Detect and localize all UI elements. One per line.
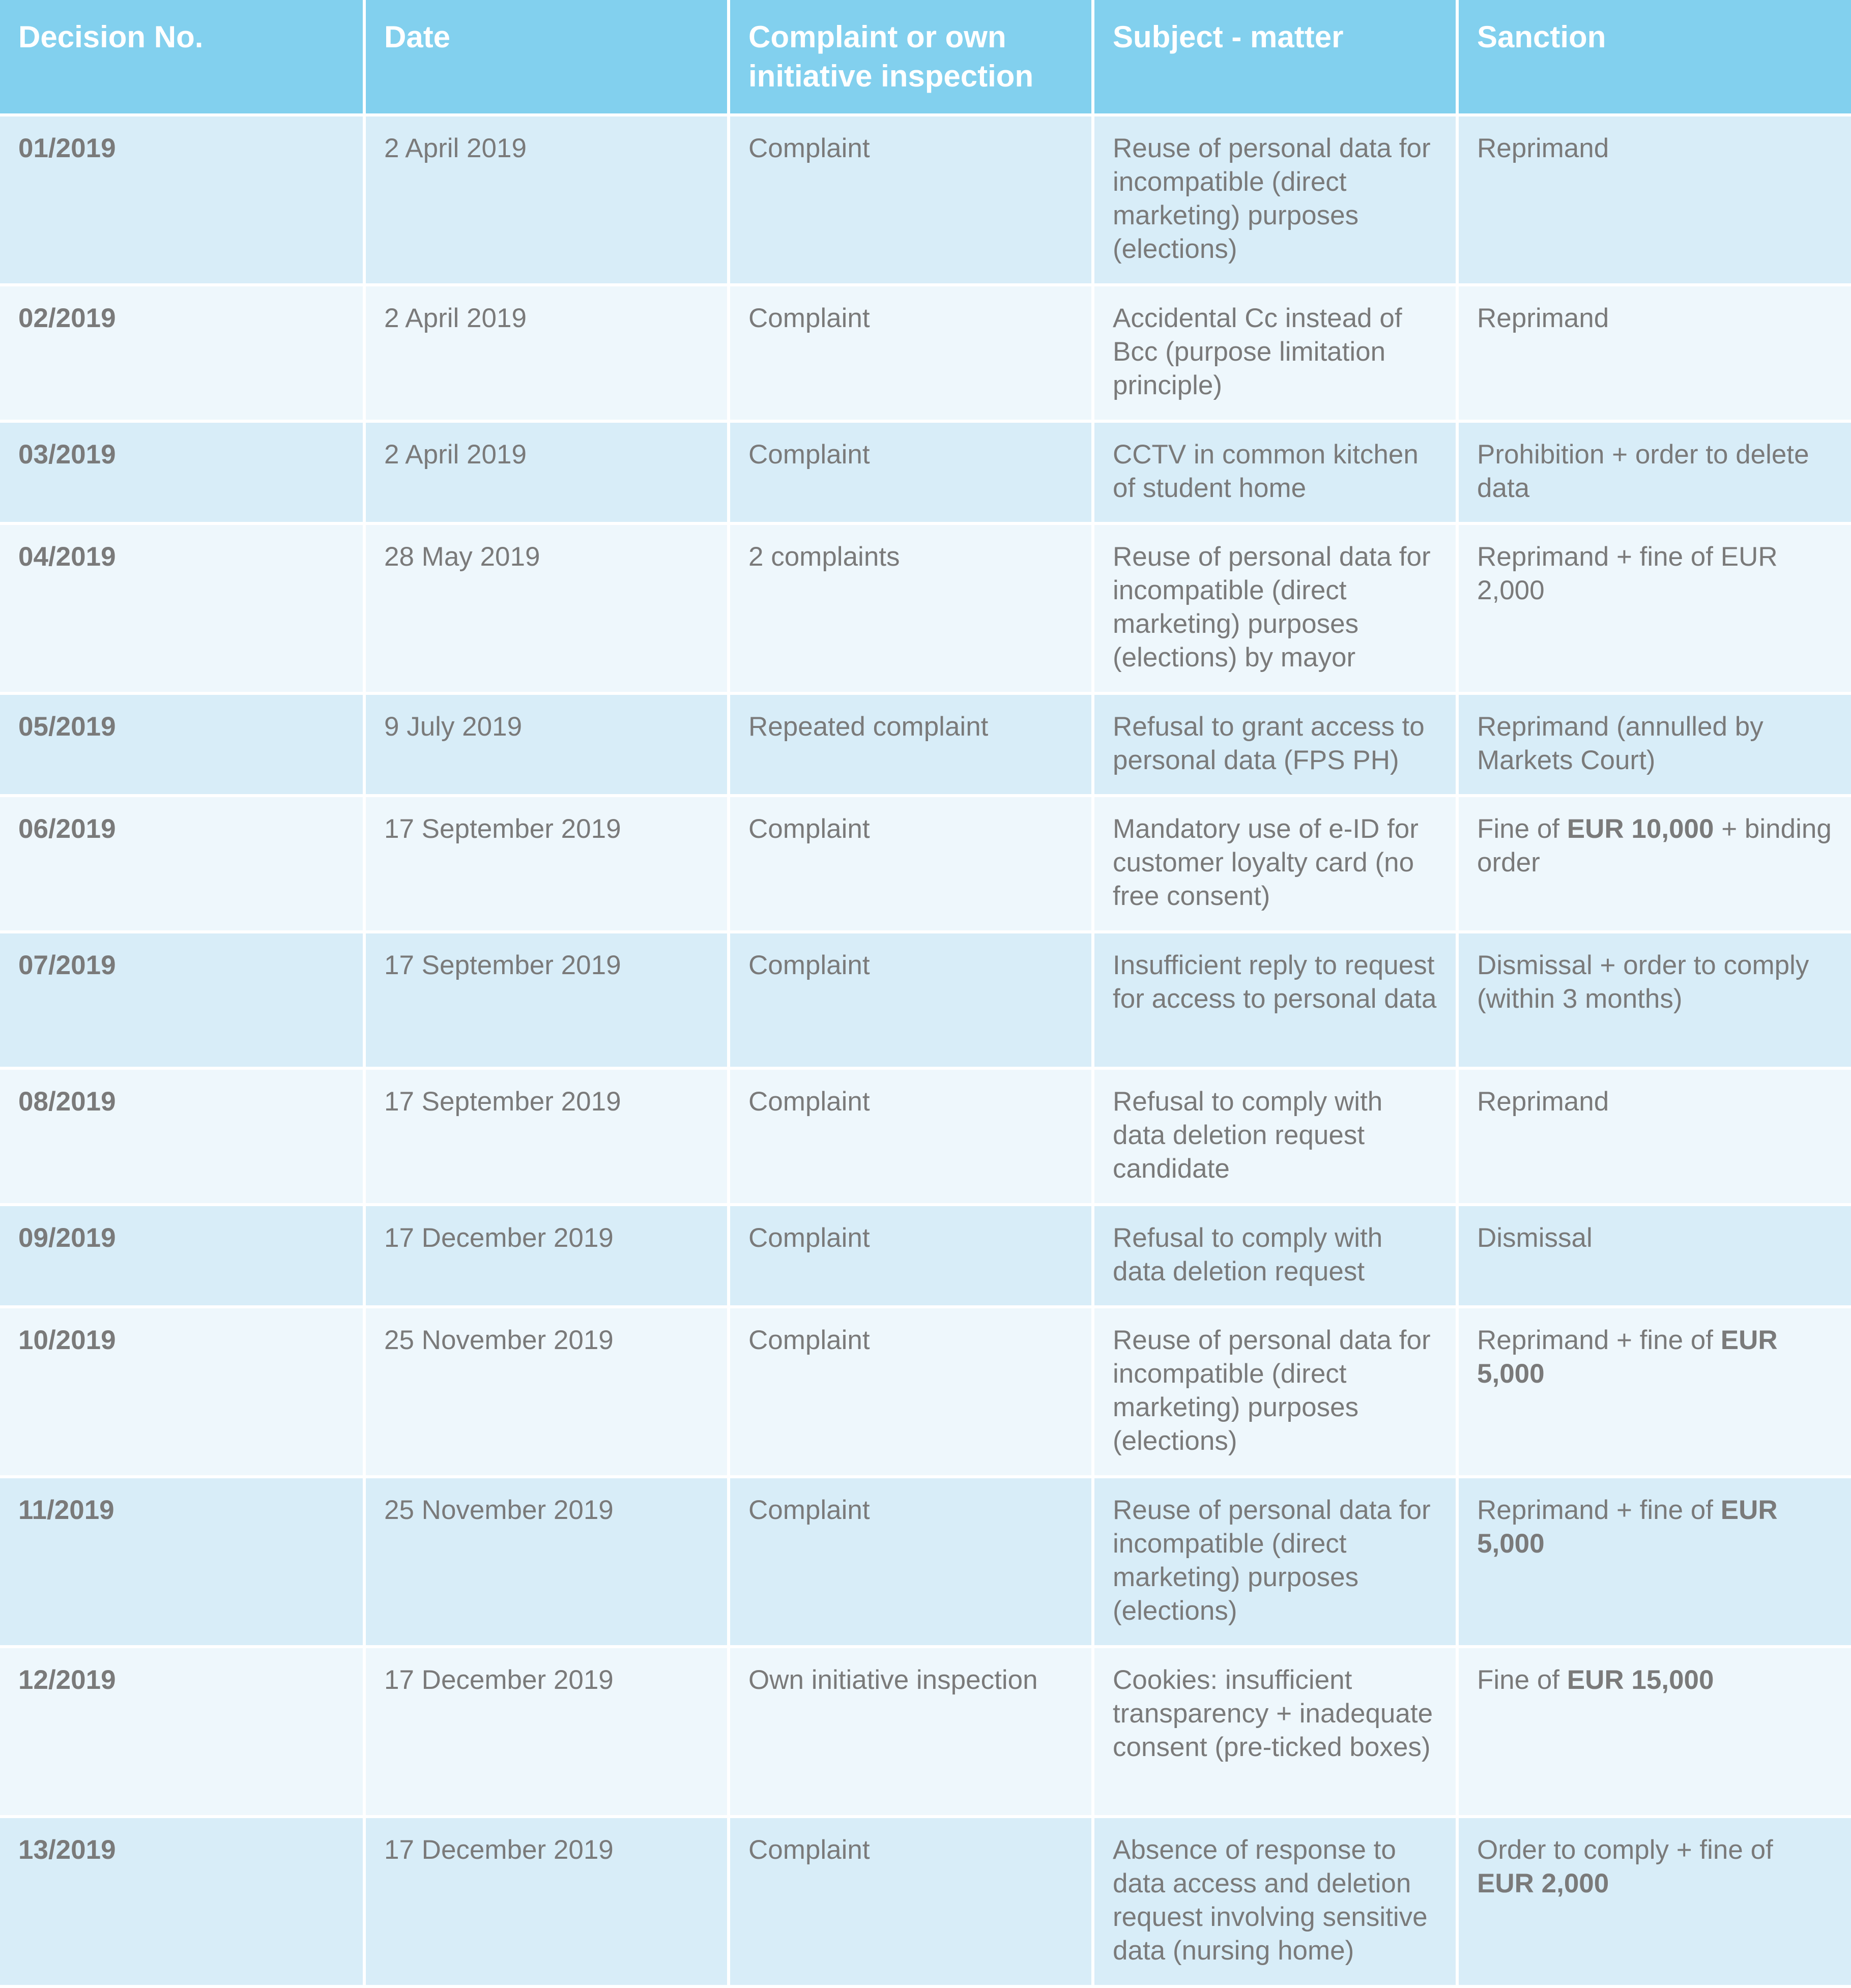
cell-date: 25 November 2019: [364, 1477, 729, 1647]
cell-sanction: [1457, 1647, 1851, 1817]
header-row: [0, 0, 1851, 115]
sanction-text: Reprimand + fine of: [1477, 1325, 1721, 1355]
sanction-text: Fine of: [1477, 814, 1567, 844]
cell-type: Complaint: [729, 796, 1093, 932]
cell-type: Own initiative inspection: [729, 1647, 1093, 1817]
header-complaint-line2: initiative inspection: [748, 59, 1034, 93]
cell-sanction: Reprimand (annulled by Markets Court): [1457, 693, 1851, 796]
cell-decision: 02/2019: [0, 285, 364, 421]
cell-subject: Refusal to comply with data deletion request candidate: [1093, 1068, 1457, 1205]
cell-date: 2 April 2019: [364, 285, 729, 421]
cell-decision: 08/2019: [0, 1068, 364, 1205]
cell-sanction: Reprimand: [1457, 1068, 1851, 1205]
table-row: [0, 115, 1851, 285]
sanction-text: Reprimand + fine of: [1477, 1495, 1721, 1525]
table-row: [0, 1647, 1851, 1817]
cell-decision: 01/2019: [0, 115, 364, 285]
cell-date: 2 April 2019: [364, 421, 729, 523]
cell-date: 17 September 2019: [364, 796, 729, 932]
table-header: [0, 0, 1851, 115]
header-sanction: Sanction: [1457, 0, 1851, 115]
table-row: [0, 796, 1851, 932]
header-date: Date: [364, 0, 729, 115]
sanction-text: Fine of: [1477, 1665, 1567, 1695]
cell-date: 17 September 2019: [364, 1068, 729, 1205]
cell-decision: 07/2019: [0, 932, 364, 1068]
cell-sanction: Prohibition + order to delete data: [1457, 421, 1851, 523]
cell-decision: 09/2019: [0, 1205, 364, 1307]
table-row: [0, 1477, 1851, 1647]
cell-subject: Reuse of personal data for incompatible (direct marketing) purposes (elections): [1093, 1307, 1457, 1477]
table-row: [0, 421, 1851, 523]
table-row: [0, 1068, 1851, 1205]
cell-subject: CCTV in common kitchen of student home: [1093, 421, 1457, 523]
cell-date: 2 April 2019: [364, 115, 729, 285]
cell-type: Complaint: [729, 1817, 1093, 1986]
cell-decision: 12/2019: [0, 1647, 364, 1817]
cell-type: Complaint: [729, 115, 1093, 285]
cell-type: Complaint: [729, 1307, 1093, 1477]
cell-subject: Refusal to grant access to personal data (FPS PH): [1093, 693, 1457, 796]
cell-type: Complaint: [729, 1477, 1093, 1647]
cell-subject: Cookies: insufficient transparency + inadequate consent (pre-ticked boxes): [1093, 1647, 1457, 1817]
cell-subject: Insufficient reply to request for access to personal data: [1093, 932, 1457, 1068]
cell-decision: 04/2019: [0, 523, 364, 693]
cell-sanction: [1457, 1817, 1851, 1986]
table-body: [0, 115, 1851, 1986]
cell-type: Complaint: [729, 1068, 1093, 1205]
cell-subject: Mandatory use of e-ID for customer loyalty card (no free consent): [1093, 796, 1457, 932]
cell-type: Complaint: [729, 1205, 1093, 1307]
cell-subject: Accidental Cc instead of Bcc (purpose limitation principle): [1093, 285, 1457, 421]
cell-subject: Refusal to comply with data deletion request: [1093, 1205, 1457, 1307]
table-row: [0, 1205, 1851, 1307]
sanction-text: + binding order: [1477, 814, 1832, 878]
sanction-amount: EUR 2,000: [1477, 1868, 1609, 1898]
header-decision-no: Decision No.: [0, 0, 364, 115]
header-complaint-line1: Complaint or own: [748, 20, 1006, 54]
cell-date: 17 December 2019: [364, 1817, 729, 1986]
sanction-amount: EUR 15,000: [1567, 1665, 1714, 1695]
cell-type: Complaint: [729, 421, 1093, 523]
sanction-text: Order to comply + fine of: [1477, 1835, 1773, 1865]
cell-type: Repeated complaint: [729, 693, 1093, 796]
cell-subject: Reuse of personal data for incompatible (direct marketing) purposes (elections): [1093, 1477, 1457, 1647]
header-complaint-type: [729, 0, 1093, 115]
cell-sanction: Reprimand: [1457, 115, 1851, 285]
cell-decision: 10/2019: [0, 1307, 364, 1477]
cell-date: 9 July 2019: [364, 693, 729, 796]
cell-decision: 06/2019: [0, 796, 364, 932]
cell-sanction: Dismissal + order to comply (within 3 months): [1457, 932, 1851, 1068]
sanction-amount: EUR 5,000: [1477, 1325, 1778, 1389]
cell-subject: Reuse of personal data for incompatible (direct marketing) purposes (elections) by mayor: [1093, 523, 1457, 693]
cell-sanction: [1457, 1307, 1851, 1477]
cell-subject: Absence of response to data access and deletion request involving sensitive data (nursing home): [1093, 1817, 1457, 1986]
cell-type: Complaint: [729, 932, 1093, 1068]
cell-date: 28 May 2019: [364, 523, 729, 693]
cell-decision: 13/2019: [0, 1817, 364, 1986]
table-row: [0, 285, 1851, 421]
cell-sanction: [1457, 796, 1851, 932]
header-subject: Subject - matter: [1093, 0, 1457, 115]
sanction-amount: EUR 5,000: [1477, 1495, 1778, 1559]
cell-sanction: Reprimand + fine of EUR 2,000: [1457, 523, 1851, 693]
cell-date: 17 September 2019: [364, 932, 729, 1068]
cell-decision: 03/2019: [0, 421, 364, 523]
table-row: [0, 1817, 1851, 1986]
cell-sanction: Reprimand: [1457, 285, 1851, 421]
cell-date: 17 December 2019: [364, 1205, 729, 1307]
table-row: [0, 693, 1851, 796]
cell-type: 2 complaints: [729, 523, 1093, 693]
table-row: [0, 523, 1851, 693]
cell-subject: Reuse of personal data for incompatible (direct marketing) purposes (elections): [1093, 115, 1457, 285]
cell-type: Complaint: [729, 285, 1093, 421]
table-row: [0, 932, 1851, 1068]
cell-date: 25 November 2019: [364, 1307, 729, 1477]
cell-sanction: [1457, 1477, 1851, 1647]
cell-sanction: Dismissal: [1457, 1205, 1851, 1307]
cell-decision: 05/2019: [0, 693, 364, 796]
sanction-amount: EUR 10,000: [1567, 814, 1714, 844]
cell-decision: 11/2019: [0, 1477, 364, 1647]
cell-date: 17 December 2019: [364, 1647, 729, 1817]
table-row: [0, 1307, 1851, 1477]
